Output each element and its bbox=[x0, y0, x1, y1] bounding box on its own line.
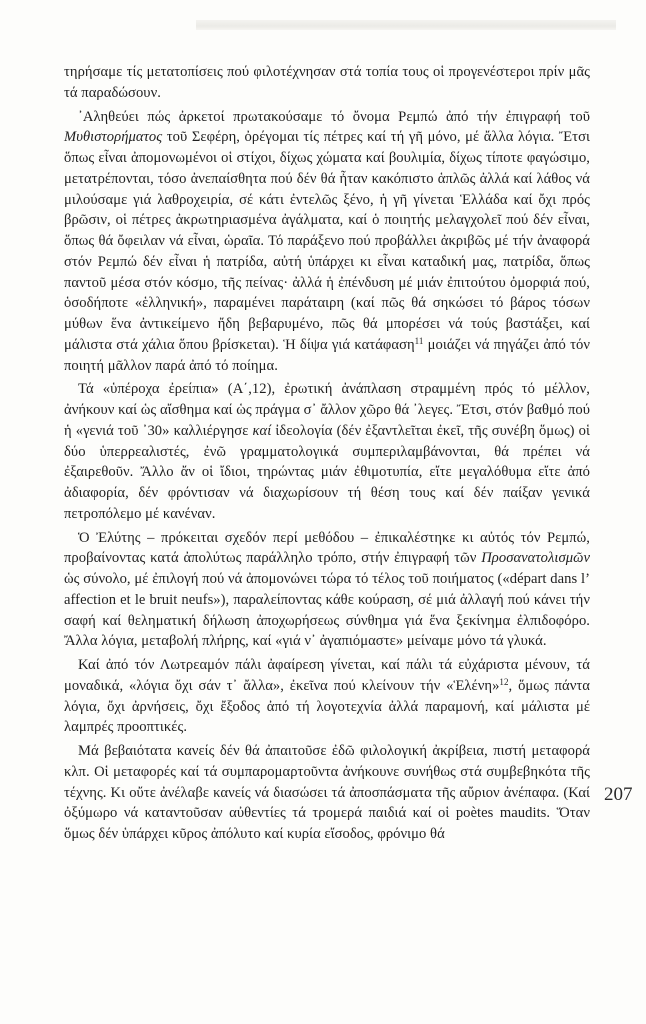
text-run: ᾽Αληθεύει πώς ἀρκετοί πρωτακούσαμε τό ὄνομα Ρεμπώ ἀπό τήν ἐπιγραφή τοῦ bbox=[78, 108, 590, 125]
paragraph bbox=[64, 379, 590, 524]
text-run: ὡς σύνολο, μέ ἐπιλογή πού νά ἀπομονώνει τώρα τό τέλος τοῦ ποιήματος («départ dans l’ affection et le bruit neufs»), παραλείποντας κάθε κούραση, σέ μιά ἀλλαγή πού κάνει τήν σαφή καί θεληματική δήλωση ἀποχωρήσεως σύνθημα γιά ἕνα ξεκίνημα ἐλπιδοφόρο. Ἄλλα λόγια, μεταβολή πλήρης, καί «γιά ν᾽ ἀγαπιόμαστε» μείναμε μόνο τά γλυκά. bbox=[64, 571, 590, 650]
page-top-rule bbox=[196, 20, 616, 30]
text-run: Ὁ Ἐλύτης – πρόκειται σχεδόν περί μεθόδου – ἐπικαλέστηκε κι αὐτός τόν Ρεμπώ, προβαίνοντας κατά ἀπολύτως παράλληλο τρόπο, στήν ἐπιγραφή τῶν bbox=[64, 529, 590, 567]
page-number: 207 bbox=[604, 784, 633, 805]
footnote-ref: 12 bbox=[499, 676, 509, 687]
italic-text: Προσανατολισμῶν bbox=[481, 550, 590, 567]
text-column bbox=[64, 62, 590, 848]
text-run: Τά «ὑπέροχα ἐρείπια» (Α΄,12), ἐρωτική ἀνάπλαση στραμμένη πρός τό μέλλον, ἀνήκουν καί ὡς αἴσθημα καί ὡς πράγμα σ᾽ ἄλλον χῶρο θά ᾽λεγες. Ἔτσι, στόν βαθμό πού ἡ «γενιά τοῦ ᾽30» καλλιέργησε bbox=[64, 381, 590, 439]
text-run: τηρήσαμε τίς μετατοπίσεις πού φιλοτέχνησαν στά τοπία τους οἱ προγενέστεροι πρίν μᾶς τά παραδώσουν. bbox=[64, 64, 590, 101]
paragraph bbox=[64, 62, 590, 104]
text-run: , ὅμως πάντα λόγια, ὄχι ἀρνήσεις, ὄχι ἔξοδος ἀπό τή λογοτεχνία ἀλλά παραμονή, καί μάλιστα μέ λαμπρές προοπτικές. bbox=[64, 677, 590, 736]
text-run: μοιάζει νά πηγάζει ἀπό τόν ποιητή μᾶλλον παρά ἀπό τό ποίημα. bbox=[64, 336, 590, 374]
text-run: Μά βεβαιότατα κανείς δέν θά ἀπαιτοῦσε ἐδῶ φιλολογική ἀκρίβεια, πιστή μεταφορά κλπ. Οἱ μεταφορές καί τά συμπαρομαρτοῦντα ἀνήκουνε συνήθως στά συμβεβηκότα τῆς τέχνης. Κι οὔτε ἀνέλαβε κανείς νά διασώσει τά ἀποσπάσματα τῆς αὔριον ἀνέπαφα. (Καί ὀξύμωρο νά καταντοῦσαν αὐθεντίες τά τρομερά παιδιά καί οἱ poètes maudits. Ὅταν ὅμως δέν ὑπάρχει κῦρος ἀπόλυτο καί κυρία εἴσοδος, φρόνιμο θά bbox=[64, 743, 590, 842]
italic-text: καί bbox=[252, 422, 272, 439]
paragraph bbox=[64, 107, 590, 377]
text-run: ἰδεολογία (δέν ἐξαντλεῖται ἐκεῖ, τῆς συνέβη ὅμως) οἱ δύο ὑπερρεαλιστές, ἐνῶ γραμματολογικά συμπεριλαμβάνονται, θά πρέπει νά ἐξαιρεθοῦν. Ἄλλο ἄν οἱ ἴδιοι, τηρώντας μιάν ἐθιμοτυπία, εἴτε μεγαλόθυμα εἴτε ἀπό ἀδιαφορία, δέν φρόντισαν νά διαχωρίσουν τή θέση τους καί δέν παίξαν γενικά πετροπόλεμο μέ κανέναν. bbox=[64, 422, 590, 522]
text-run: Καί ἀπό τόν Λωτρεαμόν πάλι ἀφαίρεση γίνεται, καί πάλι τά εὐχάριστα μένουν, τά μοναδικά, «λόγια ὄχι σάν τ᾽ ἄλλα», ἐκεῖνα πού κλείνουν τήν «Ἑλένη» bbox=[64, 657, 590, 694]
paragraph bbox=[64, 655, 590, 738]
paragraph bbox=[64, 741, 590, 845]
footnote-ref: 11 bbox=[414, 335, 424, 346]
italic-text: Μυθιστορήματος bbox=[64, 129, 163, 146]
text-run: τοῦ Σεφέρη, ὀρέγομαι τίς πέτρες καί τή γῆ μόνο, μέ ἄλλα λόγια. Ἔτσι ὅπως εἶναι ἀπομονωμένοι οἱ στίχοι, δίχως χώματα καί βουλιμία, δίχως τίποτε φαγώσιμο, μετατρέπονται, τόσο ἀνεπαίσθητα πού δέν θά ἦταν κακόπιστο ἁπλῶς ἀλλά καί λάθος νά μιλούσαμε γιά λαθροχειρία, σέ κάτι ἐντελῶς ξένο, ἡ γῆ γίνεται Ἑλλάδα καί ὄχι πρός βρῶσιν, οἱ πέτρες ἀκρωτηριασμένα ἀγάλματα, καί ὁ ποιητής μελαγχολεῖ πού δέν εἶναι, ὅπως θά ὄφειλαν νά εἶναι, ὡραῖα. Τό παράξενο πού προβάλλει ἀκριβῶς μέ τήν ἀναφορά στόν Ρεμπώ δέν εἶναι ἡ πατρίδα, αὐτή ὑπάρχει κι εἶναι καταδική μας, πατρίδα, ὅπως παντοῦ μέσα στόν κόσμο, τῆς πείνας· ἀλλά ἡ ἐπένδυση μέ μιάν ἐπιτούτου ὀμορφιά πού, ὁσοδήποτε «ἑλληνική», παραμένει παράταιρη (καί πῶς θά σηκώσει τό βάρος τόσων μύθων ἕνα ἀντικείμενο ἤδη βεβαρυμένο, πῶς θά μπορέσει νά τούς βαστάξει, καί μάλιστα στά χάλια ὅπου βρίσκεται). Ἡ δίψα γιά κατάφαση bbox=[64, 129, 590, 353]
paragraph bbox=[64, 528, 590, 653]
